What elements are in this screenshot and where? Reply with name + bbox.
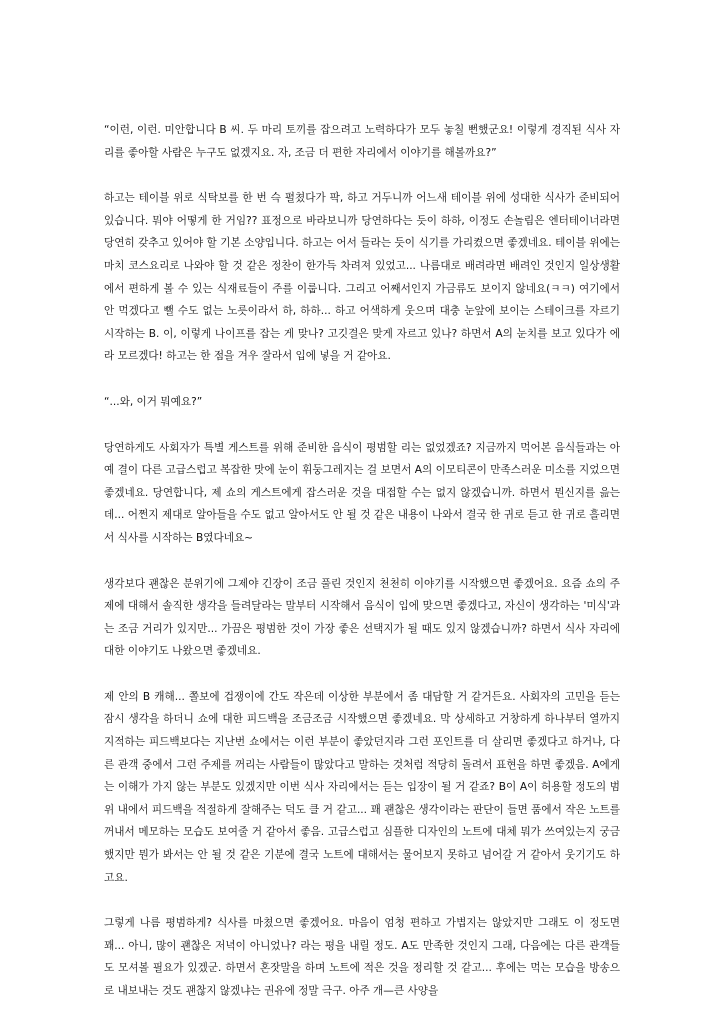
document-page [104, 119, 620, 1026]
paragraph-2: 하고는 테이블 위로 식탁보를 한 번 슥 펼쳤다가 팍, 하고 거두니까 어느새 테이블 위에 성대한 식사가 준비되어 있습니다. 뭐야 어떻게 한 거임?? 표정으로 바라보니까 당연하다는 듯이 하하, 이정도 손놀림은 엔터테이너라면 당연히 갖추고 있어야 할 기본 소양입니다. 하고는 어서 들라는 듯이 식기를 가리켰으면 좋겠네요. 테이블 위에는 마치 코스요리로 나와야 할 것 같은 정찬이 한가득 차려져 있었고... 나름대로 배려라면 배려인 것인지 일상생활에서 편하게 볼 수 있는 식재료들이 주를 이룹니다. 그리고 어째서인지 가금류도 보이지 않네요(ㅋㅋ) 여기에서 안 먹겠다고 뺄 수도 없는 노릇이라서 하, 하하... 하고 어색하게 웃으며 대충 눈앞에 보이는 스테이크를 자르기 시작하는 B. 이, 이렇게 나이프를 잡는 게 맞나? 고깃결은 맞게 자르고 있나? 하면서 A의 눈치를 보고 있다가 에라 모르겠다! 하고는 한 점을 겨우 잘라서 입에 넣을 거 같아요. [104, 192, 620, 363]
paragraph-7: 그렇게 나름 평범하게? 식사를 마쳤으면 좋겠어요. 마음이 엄청 편하고 가볍지는 않았지만 그래도 이 정도면 꽤... 아니, 많이 괜찮은 저녁이 아니었나? 라는 평을 내릴 정도. A도 만족한 것인지 그래, 다음에는 다른 관객들도 모셔볼 필요가 있겠군. 하면서 혼잣말을 하며 노트에 적은 것을 정리할 것 같고... 후에는 먹는 모습을 방송으로 내보내는 것도 괜찮지 않겠냐는 권유에 정말 극구. 아주 개—큰 사양을 [104, 917, 620, 997]
paragraph-3: “...와, 이거 뭐예요?” [104, 395, 203, 408]
paragraph-4: 당연하게도 사회자가 특별 게스트를 위해 준비한 음식이 평범할 리는 없었겠죠? 지금까지 먹어본 음식들과는 아예 결이 다른 고급스럽고 복잡한 맛에 눈이 휘둥그레지는 걸 보면서 A의 이모티콘이 만족스러운 미소를 지었으면 좋겠네요. 당연합니다, 제 쇼의 게스트에게 잡스러운 것을 대접할 수는 없지 않겠습니까. 하면서 뭔신지를 읊는데... 어쩐지 제대로 알아들을 수도 없고 알아서도 안 될 것 같은 내용이 나와서 결국 한 귀로 듣고 한 귀로 흘리면서 식사를 시작하는 B였다네요~ [104, 441, 620, 544]
paragraph-6: 제 안의 B 캐해... 쫄보에 겁쟁이에 간도 작은데 이상한 부분에서 좀 대담할 거 같거든요. 사회자의 고민을 듣는 잠시 생각을 하더니 쇼에 대한 피드백을 조금조금 시작했으면 좋겠네요. 막 상세하고 거창하게 하나부터 열까지 지적하는 피드백보다는 지난번 쇼에서는 이런 부분이 좋았던지라 그런 포인트를 더 살리면 좋겠다고 하거나, 다른 관객 중에서 그런 주제를 꺼리는 사람들이 많았다고 말하는 것처럼 적당히 돌려서 표현을 하면 좋겠음. A에게는 이해가 가지 않는 부분도 있겠지만 이번 식사 자리에서는 듣는 입장이 될 거 같죠? B이 A이 허용할 정도의 범위 내에서 피드백을 적절하게 잘해주는 덕도 클 거 같고... 꽤 괜찮은 생각이라는 판단이 들면 품에서 작은 노트를 꺼내서 메모하는 모습도 보여줄 거 같아서 좋음. 고급스럽고 심플한 디자인의 노트에 대체 뭐가 쓰여있는지 궁금했지만 뭔가 봐서는 안 될 것 같은 기분에 결국 노트에 대해서는 물어보지 못하고 넘어갈 거 같아서 웃기기도 하고요. [104, 690, 620, 884]
paragraph-5: 생각보다 괜찮은 분위기에 그제야 긴장이 조금 풀린 것인지 천천히 이야기를 시작했으면 좋겠어요. 요즘 쇼의 주제에 대해서 솔직한 생각을 들려달라는 말부터 시작해서 음식이 입에 맞으면 좋겠다고, 자신이 생각하는 '미식'과는 조금 거리가 있지만... 가끔은 평범한 것이 가장 좋은 선택지가 될 때도 있지 않겠습니까? 하면서 식사 자리에 대한 이야기도 나왔으면 좋겠네요. [104, 577, 620, 658]
paragraph-1: “이런, 이런. 미안합니다 B 씨. 두 마리 토끼를 잡으려고 노력하다가 모두 놓칠 뻔했군요! 이렇게 경직된 식사 자리를 좋아할 사람은 누구도 없겠지요. 자, 조금 더 편한 자리에서 이야기를 해볼까요?” [104, 124, 620, 159]
